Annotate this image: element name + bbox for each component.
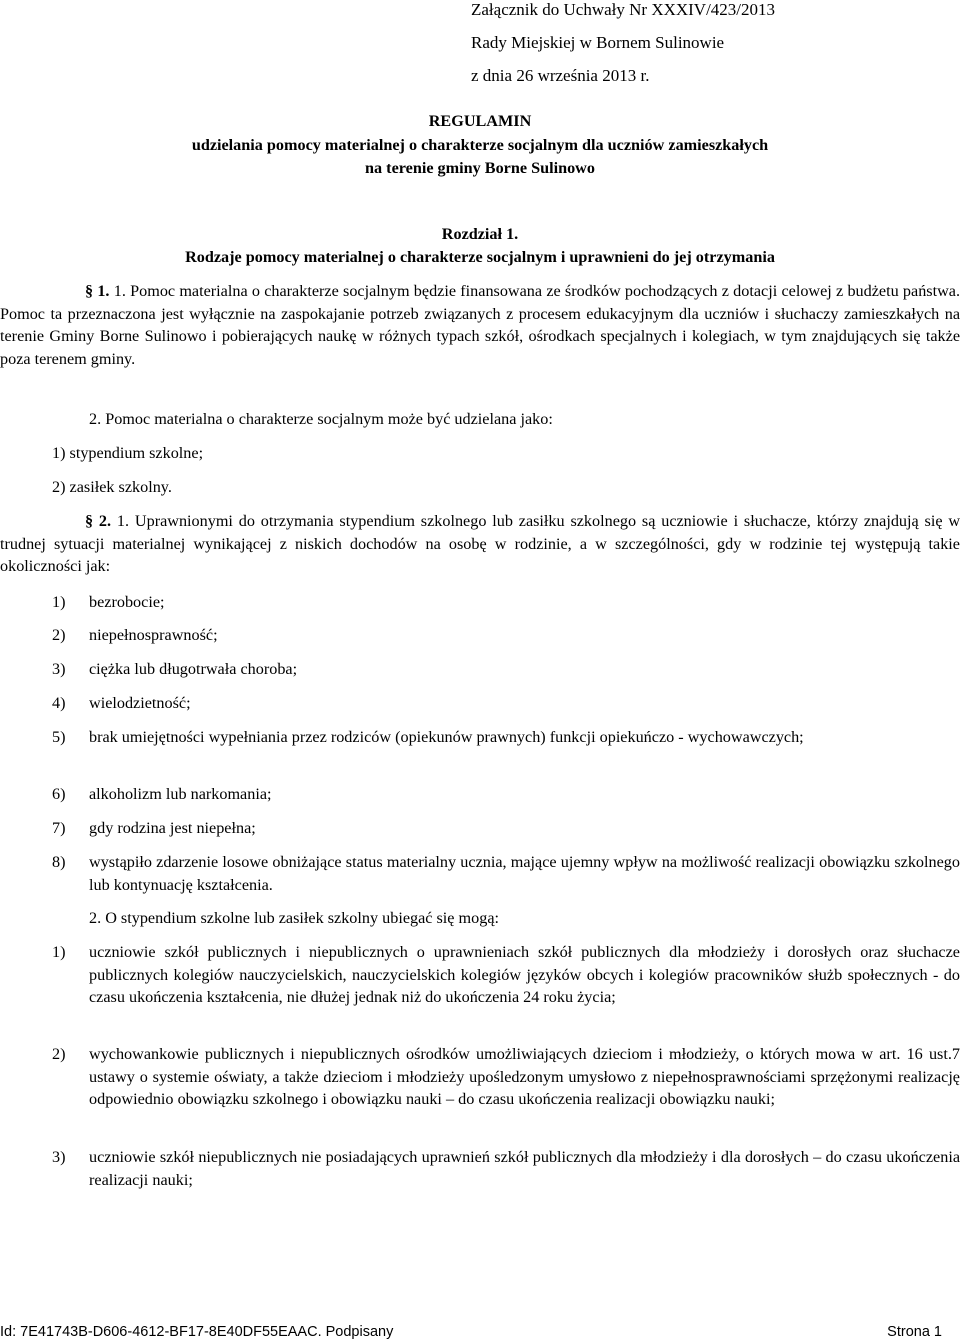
circumstance-6-text: alkoholizm lub narkomania; xyxy=(89,785,272,803)
circumstance-item-1 xyxy=(0,591,960,614)
eligible-2-number: 2) xyxy=(52,1045,66,1063)
eligible-item-1 xyxy=(0,941,960,1009)
circumstance-item-7 xyxy=(0,817,960,840)
eligible-3-number: 3) xyxy=(52,1148,66,1166)
circumstance-item-6 xyxy=(0,783,960,806)
circumstance-item-5 xyxy=(0,726,960,749)
circumstance-4-text: wielodzietność; xyxy=(89,694,191,712)
eligible-item-2 xyxy=(0,1043,960,1111)
document-subtitle-1: udzielania pomocy materialnej o charakterze socjalnym dla uczniów zamieszkałych xyxy=(191,136,769,154)
circumstance-8-text: wystąpiło zdarzenie losowe obniżające status materialny ucznia, mające ujemny wpływ na możliwość realizacji obowiązku szkolnego lub kontynuację kształcenia. xyxy=(89,853,960,894)
circumstance-5-text: brak umiejętności wypełniania przez rodziców (opiekunów prawnych) funkcji opiekuńczo - wychowawczych; xyxy=(89,728,804,746)
circumstance-3-number: 3) xyxy=(52,660,66,678)
circumstance-7-number: 7) xyxy=(52,819,66,837)
eligible-item-3 xyxy=(0,1146,960,1191)
section-1-paragraph-2: 2. Pomoc materialna o charakterze socjalnym może być udzielana jako: xyxy=(89,410,553,428)
circumstance-2-text: niepełnosprawność; xyxy=(89,626,218,644)
circumstance-item-2 xyxy=(0,624,960,647)
document-id: Id: 7E41743B-D606-4612-BF17-8E40DF55EAAC. Podpisany xyxy=(0,1324,394,1340)
attachment-line-2: Rady Miejskiej w Bornem Sulinowie xyxy=(471,33,725,52)
circumstance-item-8 xyxy=(0,851,960,896)
chapter-heading: Rodzaje pomocy materialnej o charakterze socjalnym i uprawnieni do jej otrzymania xyxy=(185,248,775,266)
section-2-paragraph-1 xyxy=(0,510,960,578)
section-1-number: § 1. xyxy=(85,282,110,300)
support-form-1: 1) stypendium szkolne; xyxy=(52,444,204,462)
eligible-2-text: wychowankowie publicznych i niepublicznych ośrodków umożliwiających dzieciom i młodzieży, o których mowa w art. 16 ust.7 ustawy o systemie oświaty, a także dzieciom i młodzieży upośledzonym umysłowo z niepełnosprawnościami sprzężonymi realizację odpowiednio obowiązku szkolnego i obowiązku nauki – do czasu ukończenia realizacji obowiązku nauki; xyxy=(89,1045,960,1108)
chapter-label: Rozdział 1. xyxy=(441,225,519,243)
circumstance-8-number: 8) xyxy=(52,853,66,871)
circumstance-1-text: bezrobocie; xyxy=(89,593,165,611)
circumstance-2-number: 2) xyxy=(52,626,66,644)
section-1-paragraph-1 xyxy=(0,280,960,370)
eligible-3-text: uczniowie szkół niepublicznych nie posiadających uprawnień szkół publicznych dla młodzieży i dla dorosłych – do czasu ukończenia realizacji nauki; xyxy=(89,1148,960,1189)
eligible-1-number: 1) xyxy=(52,943,66,961)
document-title: REGULAMIN xyxy=(428,112,532,130)
section-2-para-1-number: 1. xyxy=(116,512,130,530)
circumstance-3-text: ciężka lub długotrwała choroba; xyxy=(89,660,298,678)
circumstance-6-number: 6) xyxy=(52,785,66,803)
page-footer xyxy=(0,1322,960,1342)
circumstance-item-4 xyxy=(0,692,960,715)
eligible-1-text: uczniowie szkół publicznych i niepublicznych o uprawnieniach szkół publicznych dla młodzieży i dorosłych oraz słuchacze publicznych kolegiów nauczycielskich, nauczycielskich kolegiów języków obcych i kolegiów pracowników służb społecznych - do czasu ukończenia kształcenia, nie dłużej jednak niż do ukończenia 24 roku życia; xyxy=(89,943,960,1006)
circumstance-7-text: gdy rodzina jest niepełna; xyxy=(89,819,256,837)
section-2-number: § 2. xyxy=(85,512,112,530)
circumstance-1-number: 1) xyxy=(52,593,66,611)
circumstance-item-3 xyxy=(0,658,960,681)
section-1-para-1-number: 1. xyxy=(113,282,126,300)
page-number: Strona 1 xyxy=(887,1324,942,1340)
section-2-para-1-text: Uprawnionymi do otrzymania stypendium szkolnego lub zasiłku szkolnego są uczniowie i słuchacze, którzy znajdują się w trudnej sytuacji materialnej wynikającej z niskich dochodów na osobę w rodzinie, a w szczególności, gdy w rodzinie tej występują takie okoliczności jak: xyxy=(0,512,960,575)
circumstance-5-number: 5) xyxy=(52,728,66,746)
attachment-line-1: Załącznik do Uchwały Nr XXXIV/423/2013 xyxy=(471,0,776,19)
section-1-para-1-text: Pomoc materialna o charakterze socjalnym będzie finansowana ze środków pochodzących z dotacji celowej z budżetu państwa. Pomoc ta przeznaczona jest wyłącznie na zaspokajanie potrzeb związanych z procesem edukacyjnym dla uczniów i słuchaczy zamieszkałych na terenie Gminy Borne Sulinowo i pobierających naukę w różnych typach szkół, ośrodkach specjalnych i kolegiach, w tym znajdujących się także poza terenem gminy. xyxy=(0,282,960,368)
section-2-paragraph-2: 2. O stypendium szkolne lub zasiłek szkolny ubiegać się mogą: xyxy=(89,909,499,927)
document-subtitle-2: na terenie gminy Borne Sulinowo xyxy=(365,159,595,177)
support-form-2: 2) zasiłek szkolny. xyxy=(52,478,172,496)
circumstance-4-number: 4) xyxy=(52,694,66,712)
attachment-line-3: z dnia 26 września 2013 r. xyxy=(471,66,650,85)
